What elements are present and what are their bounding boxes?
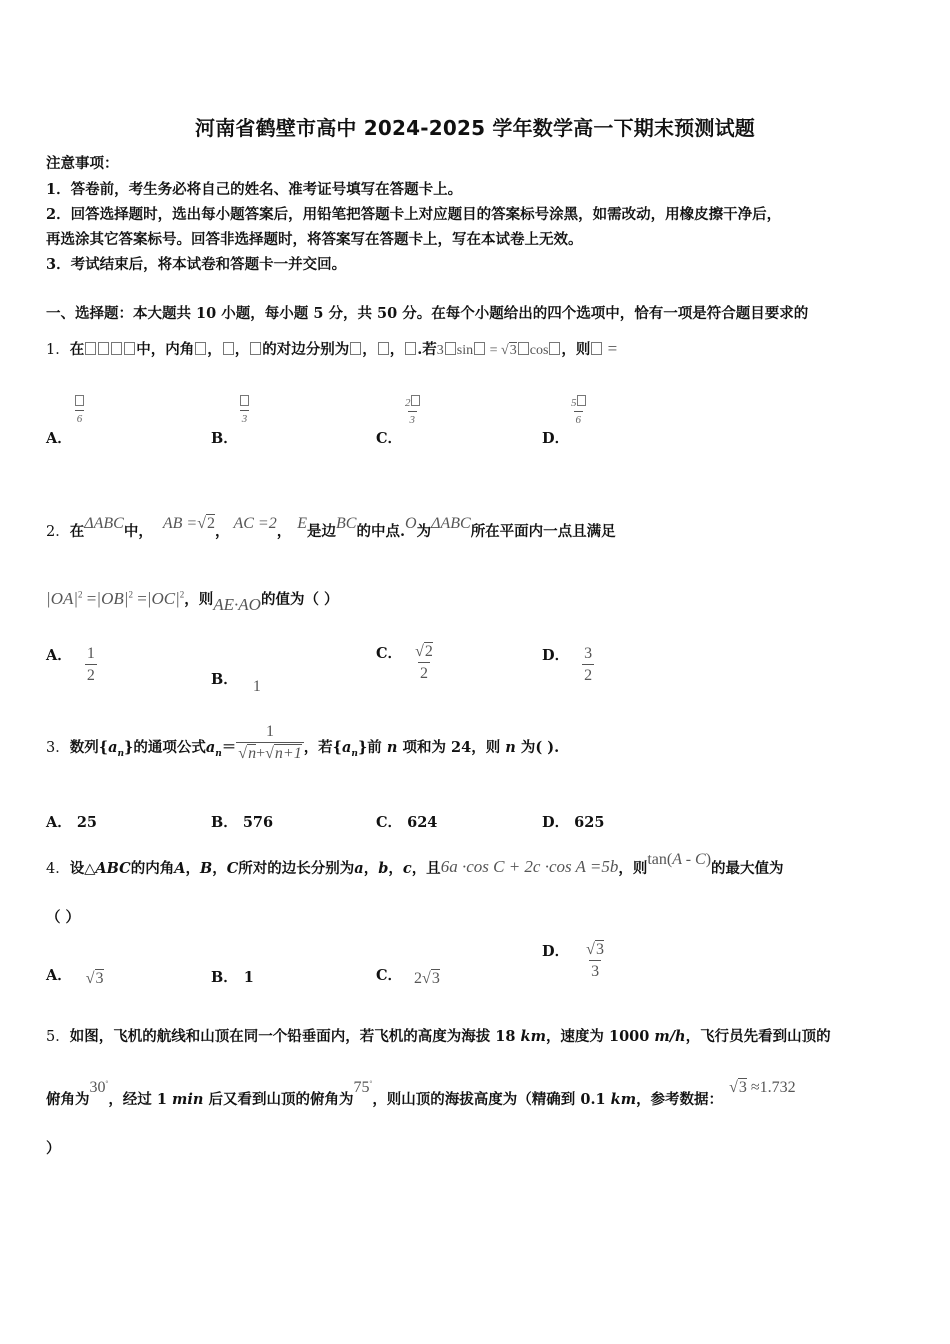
option-a[interactable]: A． 25 [46,814,98,831]
answer-parentheses: （ ） [46,909,81,926]
option-value: 6 [73,395,86,425]
option-c[interactable]: C． $\frac{√2}{2}$ [376,643,433,682]
equation: $\frac{1}{√n+√n+1}$ [238,723,302,762]
equation: 3 sin = √3 cos [437,343,562,358]
notice-item: 2．回答选择题时，选出每小题答案后，用铅笔把答题卡上对应题目的答案标号涂黑，如需改动，用橡皮擦干净后， [46,206,782,223]
placeholder-glyph [350,342,361,355]
placeholder-glyph [250,342,261,355]
option-c[interactable]: C． 624 [376,814,438,831]
option-b[interactable]: B． 1 [211,671,261,695]
question-number: 2． [46,524,70,540]
placeholder-glyph [84,339,136,358]
question-5: 5．如图，飞机的航线和山顶在同一个铅垂面内，若飞机的高度为海拔 18 km，速度为 1000 m/h，飞行员先看到山顶的 [46,1028,831,1045]
equation: $|OA|^2 =|OB|^2 =|OC|^2$ [46,589,185,608]
option-value: $\frac{1}{2}$ [86,645,95,684]
placeholder-glyph [223,342,234,355]
option-value: 625 [574,814,605,831]
notice-heading: 注意事项： [46,155,119,172]
option-d[interactable]: D． $\frac{√3}{3}$ [542,941,604,980]
section-heading: 一、选择题：本大题共 10 小题，每小题 5 分，共 50 分。在每个小题给出的四个选项中，恰有一项是符合题目要求的 [46,305,809,322]
option-b[interactable]: B． 1 [211,969,254,986]
question-4: 4．设△ABC的内角A，B，C所对的边长分别为a，b，c，且6a ·cos C + 2c ·cos A =5b，则tan(A - C)的最大值为 [46,851,784,877]
option-d[interactable]: D． 625 [542,814,605,831]
option-value: $\frac{√2}{2}$ [415,643,433,682]
option-a[interactable]: A． $\frac{1}{2}$ [46,645,95,684]
page-title: 河南省鹤壁市高中 2024-2025 学年数学高一下期末预测试题 [195,116,755,140]
option-value: $\frac{3}{2}$ [584,645,593,684]
option-value: 25 [76,814,98,831]
option-value: 1 [243,969,254,986]
question-number: 4． [46,861,70,877]
placeholder-glyph [591,342,602,355]
question-1: 1．在 中，内角 ， ， 的对边分别为 ， ， .若3 sin = √3 cos ，则 = [46,339,618,358]
placeholder-glyph [195,342,206,355]
option-d[interactable]: D． $\frac{3}{2}$ [542,645,593,684]
question-number: 5． [46,1029,70,1045]
question-number: 1． [46,342,70,358]
placeholder-glyph [378,342,389,355]
notice-item: 1．答卷前，考生务必将自己的姓名、准考证号填写在答题卡上。 [46,181,463,198]
notice-item: 再选涂其它答案标号。回答非选择题时，将答案写在答题卡上，写在本试卷上无效。 [46,231,583,248]
question-2: 2．在ΔABC中， AB =√2， AC =2， E是边BC的中点.O为ΔABC所在平面内一点且满足 [46,515,616,540]
option-b[interactable]: B． 576 [211,814,274,831]
option-value: 624 [407,814,438,831]
option-value: 3 [238,395,251,425]
question-3: 3．数列$\{a_n\}$的通项公式$a_n=$ $\frac{1}{√n+√n+1}$ ，若$\{a_n\}$前 n 项和为 24，则 n 为( ). [46,723,560,762]
option-value: 2√3 [414,970,440,987]
option-value: 576 [242,814,274,831]
option-value: $\frac{√3}{3}$ [586,941,604,980]
question-5-line-2: 俯角为30°，经过 1 min 后又看到山顶的俯角为75°，则山顶的海拔高度为（精确到 0.1 km，参考数据：√3 ≈1.732 [46,1079,796,1108]
notice-item: 3．考试结束后，将本试卷和答题卡一并交回。 [46,256,347,273]
option-c[interactable]: C． 2√3 [376,967,440,987]
option-a[interactable]: A． √3 [46,967,104,987]
question-2-condition: $|OA|^2 =|OB|^2 =|OC|^2$，则AE·AO的值为（ ） [46,589,339,614]
placeholder-glyph [405,342,416,355]
question-number: 3． [46,739,70,756]
option-value: √3 [85,970,104,987]
equation: 6a ·cos C + 2c ·cos A =5b [440,857,619,876]
option-value: $\frac{5}{6}$ [569,395,588,426]
equation: √3 ≈1.732 [729,1079,796,1096]
option-value: 1 [252,678,261,695]
option-value: $\frac{2}{3}$ [403,395,422,426]
question-5-close: ） [46,1140,61,1157]
